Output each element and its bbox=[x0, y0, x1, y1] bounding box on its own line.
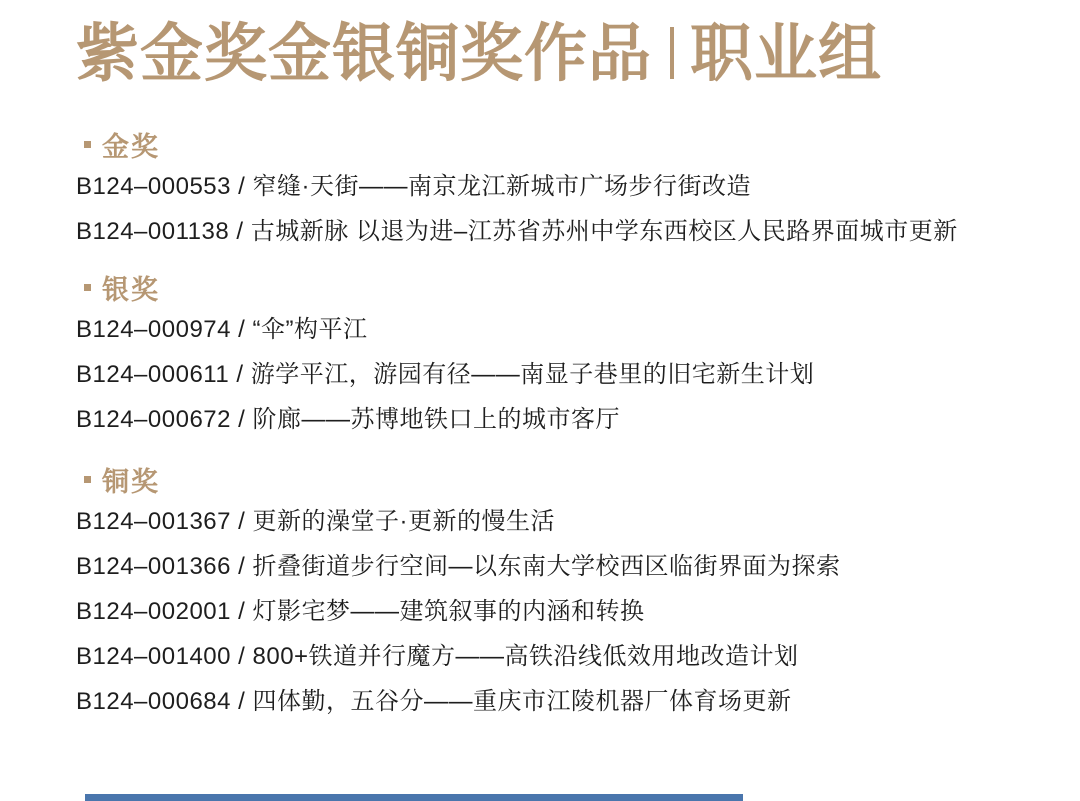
section-header-bronze bbox=[76, 465, 1040, 498]
section-gold bbox=[76, 130, 1040, 247]
item-id: B124–000672 bbox=[76, 405, 231, 433]
silver-item-list bbox=[76, 315, 1040, 435]
award-item bbox=[76, 217, 1040, 247]
item-separator: / bbox=[230, 687, 253, 715]
bullet-square-icon bbox=[84, 476, 91, 483]
item-separator: / bbox=[230, 642, 253, 670]
item-title: 四体勤，五谷分——重庆市江陵机器厂体育场更新 bbox=[252, 687, 792, 715]
item-title: 古城新脉 以退为进–江苏省苏州中学东西校区人民路界面城市更新 bbox=[250, 217, 958, 245]
item-title: 游学平江，游园有径——南显子巷里的旧宅新生计划 bbox=[250, 360, 815, 388]
award-item bbox=[76, 597, 1040, 627]
item-title: 窄缝·天街——南京龙江新城市广场步行街改造 bbox=[252, 172, 751, 200]
bronze-item-list bbox=[76, 507, 1040, 717]
item-id: B124–000611 bbox=[76, 360, 230, 388]
item-id: B124–002001 bbox=[76, 597, 231, 625]
item-separator: / bbox=[230, 405, 253, 433]
section-bronze bbox=[76, 465, 1040, 717]
page-title-group: 职业组 bbox=[690, 19, 882, 89]
item-title: “伞”构平江 bbox=[252, 315, 368, 343]
award-item bbox=[76, 507, 1040, 537]
page-header bbox=[76, 14, 1040, 96]
award-item bbox=[76, 642, 1040, 672]
item-separator: / bbox=[230, 507, 253, 535]
section-label-gold: 金奖 bbox=[102, 132, 160, 163]
title-divider bbox=[670, 27, 674, 79]
section-header-gold bbox=[76, 130, 1040, 163]
award-item bbox=[76, 552, 1040, 582]
item-title: 更新的澡堂子·更新的慢生活 bbox=[252, 507, 555, 535]
item-separator: / bbox=[230, 552, 253, 580]
page-title bbox=[76, 14, 1040, 96]
bullet-square-icon bbox=[84, 141, 91, 148]
award-item bbox=[76, 172, 1040, 202]
item-separator: / bbox=[230, 315, 253, 343]
section-label-bronze: 铜奖 bbox=[102, 467, 160, 498]
item-title: 灯影宅梦——建筑叙事的内涵和转换 bbox=[252, 597, 645, 625]
item-id: B124–000553 bbox=[76, 172, 231, 200]
item-title: 折叠街道步行空间—以东南大学校西区临街界面为探索 bbox=[252, 552, 841, 580]
item-title: 阶廊——苏博地铁口上的城市客厅 bbox=[252, 405, 620, 433]
bullet-square-icon bbox=[84, 284, 91, 291]
award-item bbox=[76, 405, 1040, 435]
item-separator: / bbox=[230, 597, 253, 625]
award-item bbox=[76, 315, 1040, 345]
item-title: 800+铁道并行魔方——高铁沿线低效用地改造计划 bbox=[252, 642, 799, 670]
section-label-silver: 银奖 bbox=[102, 275, 160, 306]
item-separator: / bbox=[229, 217, 251, 245]
item-separator: / bbox=[230, 172, 253, 200]
gold-item-list bbox=[76, 172, 1040, 247]
section-silver bbox=[76, 273, 1040, 435]
page-title-main: 紫金奖金银铜奖作品 bbox=[76, 19, 652, 89]
item-id: B124–001367 bbox=[76, 507, 231, 535]
bottom-accent-bar bbox=[85, 794, 743, 801]
item-id: B124–000974 bbox=[76, 315, 231, 343]
item-id: B124–001366 bbox=[76, 552, 231, 580]
item-separator: / bbox=[229, 360, 251, 388]
item-id: B124–001138 bbox=[76, 217, 230, 245]
section-header-silver bbox=[76, 273, 1040, 306]
award-item bbox=[76, 687, 1040, 717]
item-id: B124–001400 bbox=[76, 642, 231, 670]
item-id: B124–000684 bbox=[76, 687, 231, 715]
award-item bbox=[76, 360, 1040, 390]
